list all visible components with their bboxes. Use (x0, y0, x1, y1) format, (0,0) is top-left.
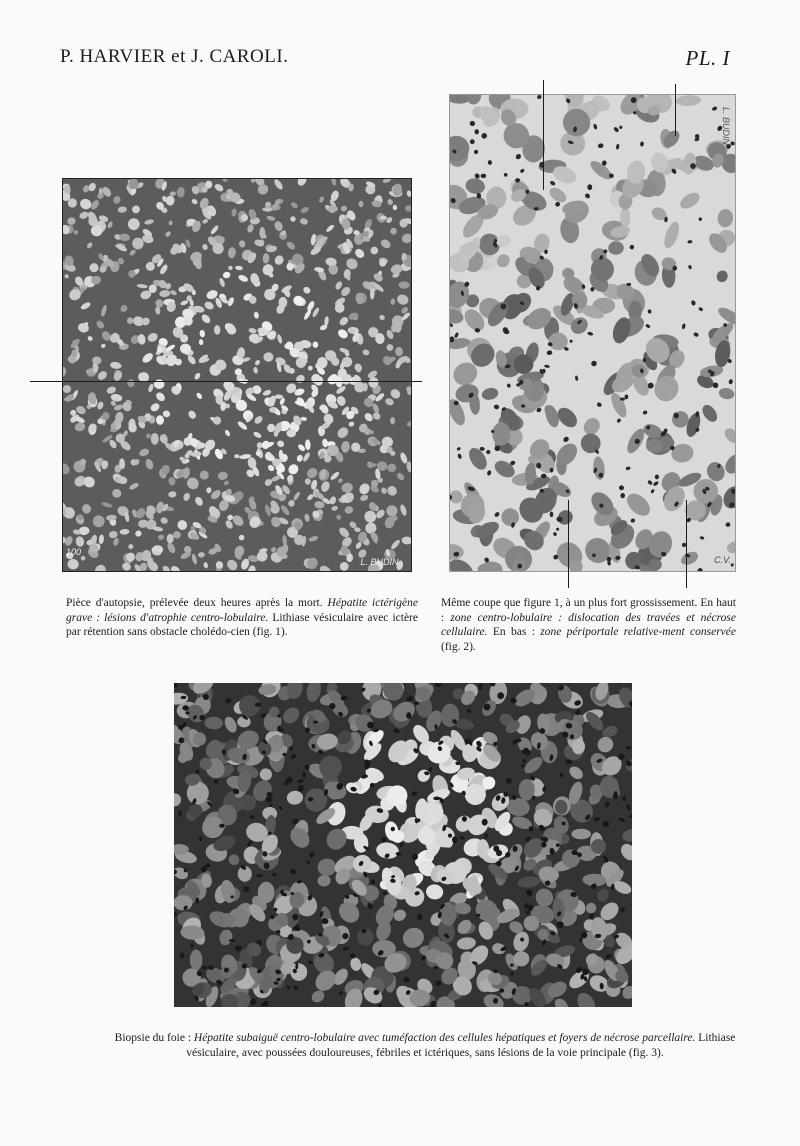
figure-2-corner-mark: C.V. (714, 555, 731, 565)
figure-2-pointer-line-1 (543, 80, 544, 190)
figure-1-scale-mark: 100 (66, 547, 82, 557)
figure-2-pointer-line-4 (686, 500, 687, 588)
figure-1-signature: L. BUDIN. (360, 557, 401, 567)
figure-1-pointer-line (30, 381, 422, 382)
figure-2-pointer-line-2 (675, 84, 676, 136)
figure-3-micrograph (174, 683, 632, 1007)
figure-1-caption: Pièce d'autopsie, prélevée deux heures après la mort. Hépatite ictérigène grave : lésions d'atrophie centro-lobulaire. Lithiase vésiculaire avec ictère par rétention sans obstacle cholédo-cien (fig. 1). (66, 597, 418, 638)
figure-2-pointer-line-3 (568, 500, 569, 588)
figure-2-signature: L. BUDIN (721, 107, 731, 146)
figure-3-caption: Biopsie du foie : Hépatite subaiguë centro-lobulaire avec tuméfaction des cellules hépatiques et foyers de nécrose parcellaire. Lithiase vésiculaire, avec poussées douloureuses, fébriles et ictériques, sans lésions de la voie principale (fig. 3). (114, 1032, 736, 1059)
figure-1-micrograph (62, 178, 412, 572)
plate-authors: P. HARVIER et J. CAROLI. (60, 46, 289, 67)
figure-2-caption: Même coupe que figure 1, à un plus fort grossissement. En haut : zone centro-lobulaire : dislocation des travées et nécrose cellulaire. En bas : zone périportale relative-ment conservée (fig. 2). (441, 597, 736, 653)
plate-number: PL. I (685, 46, 730, 70)
figure-2-micrograph (449, 94, 736, 572)
